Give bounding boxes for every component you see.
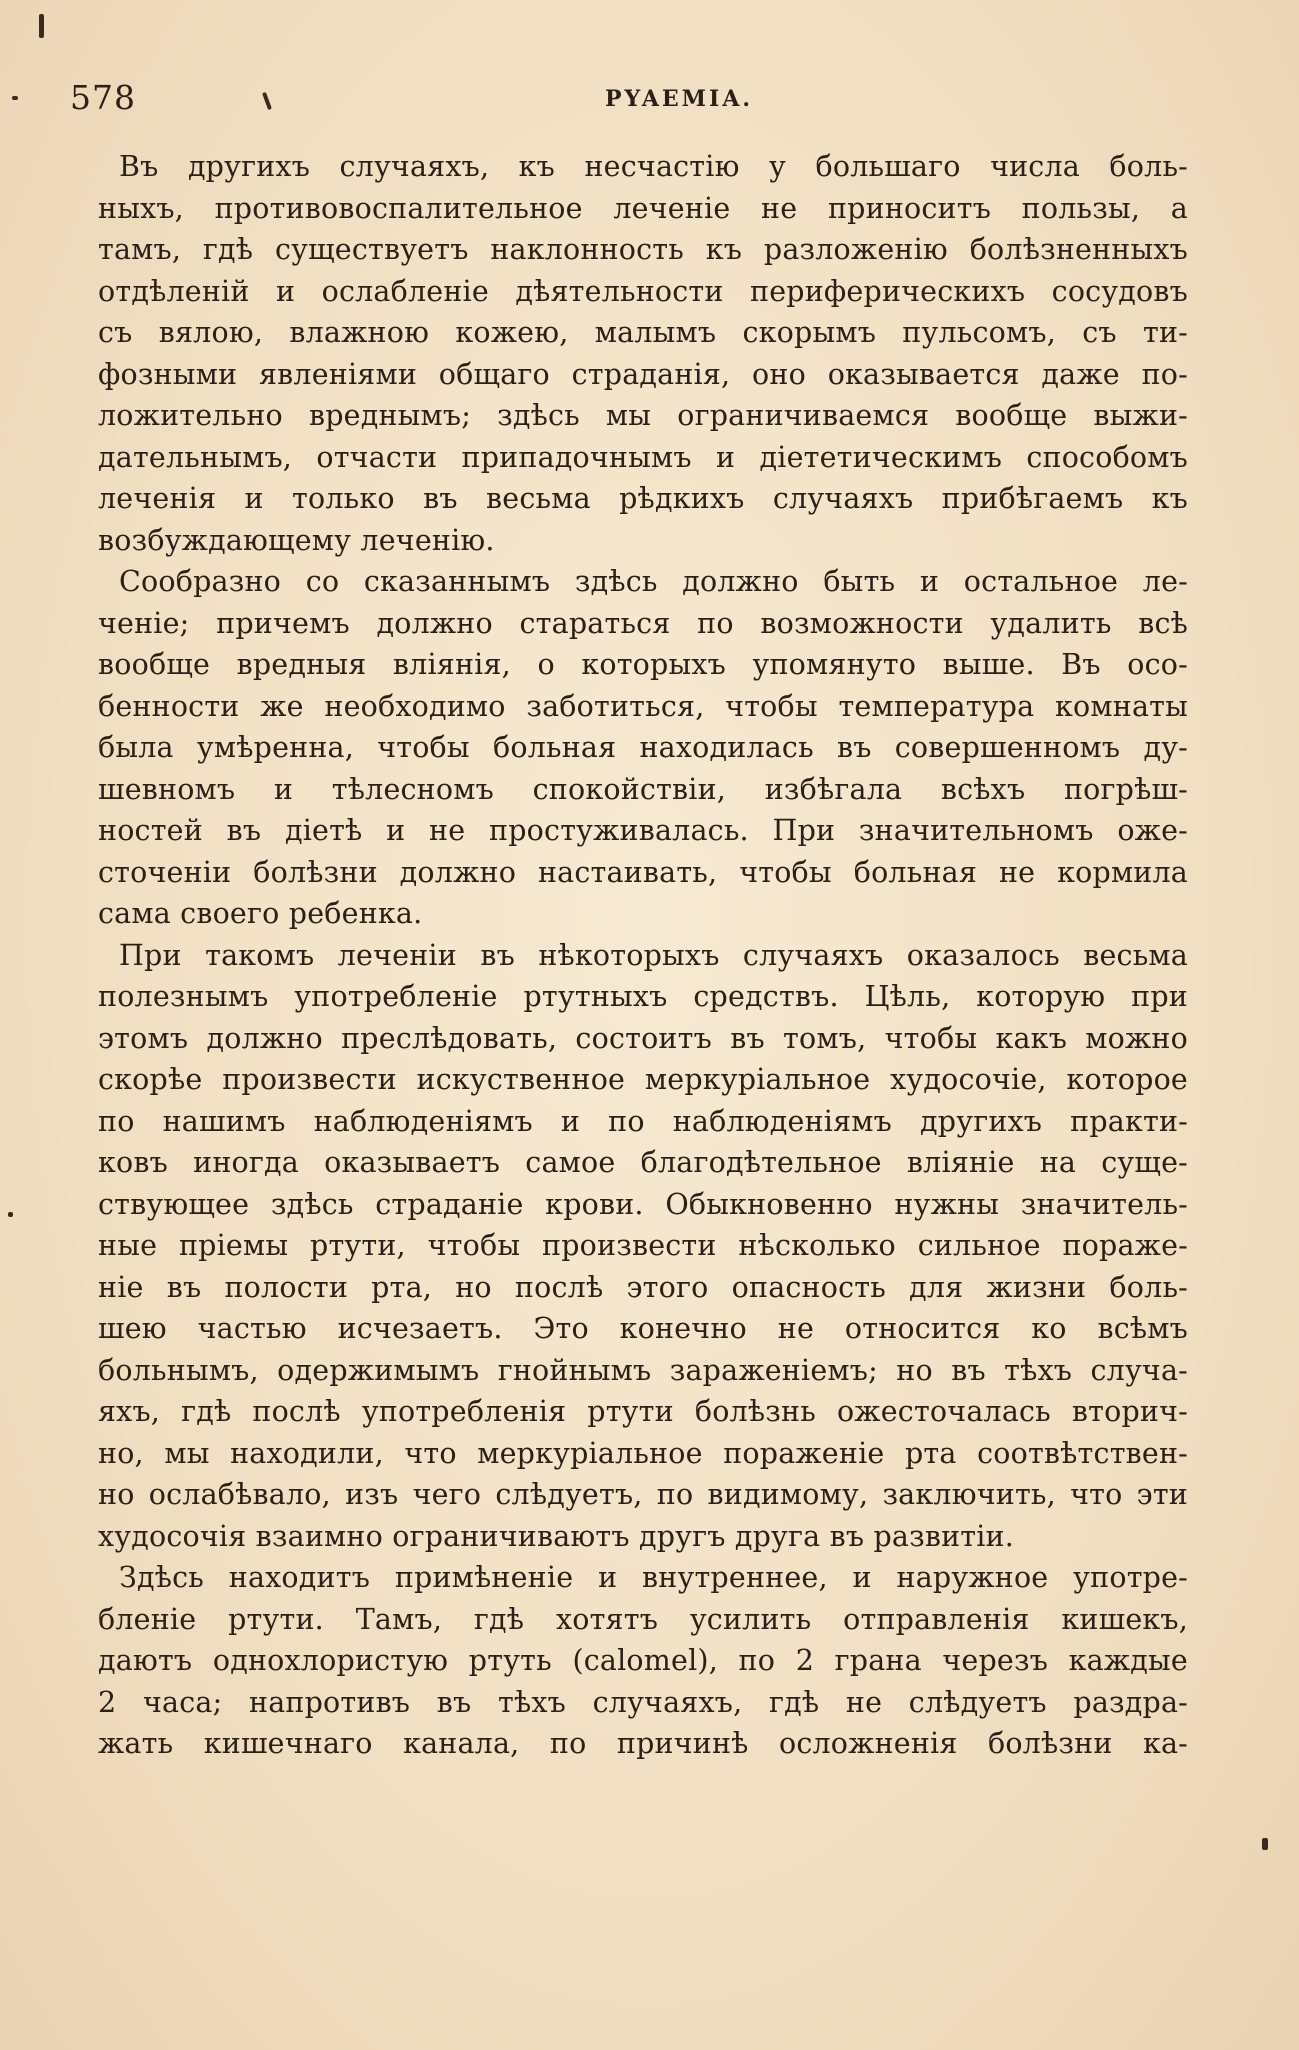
text-line: возбуждающему леченію. xyxy=(98,523,495,557)
text-line: съ вялою, влажною кожею, малымъ скорымъ пульсомъ, съ ти- xyxy=(98,316,1188,349)
text-line: сточеніи болѣзни должно настаивать, чтобы больная не кормила xyxy=(98,855,1188,889)
text-line: Въ другихъ случаяхъ, къ несчастію у большаго числа боль- xyxy=(119,150,1188,183)
text-line: Сообразно со сказаннымъ здѣсь должно быть и остальное ле- xyxy=(119,565,1188,598)
paragraph xyxy=(98,561,1188,935)
text-line: полезнымъ употребленіе ртутныхъ средствъ. Цѣль, которую при xyxy=(98,980,1188,1013)
text-line: яхъ, гдѣ послѣ употребленія ртути болѣзнь ожесточалась вторич- xyxy=(98,1395,1188,1428)
text-line: ныхъ, противовоспалительное леченіе не приноситъ пользы, а xyxy=(98,191,1188,225)
text-line: ложительно вреднымъ; здѣсь мы ограничиваемся вообще выжи- xyxy=(98,399,1188,432)
text-line: этомъ должно преслѣдовать, состоитъ въ томъ, чтобы какъ можно xyxy=(98,1021,1188,1055)
text-line: сама своего ребенка. xyxy=(98,897,423,930)
ink-speck-margin-left xyxy=(12,96,18,100)
text-line: вообще вредныя вліянія, о которыхъ упомянуто выше. Въ осо- xyxy=(98,648,1188,681)
text-line: по нашимъ наблюденіямъ и по наблюденіямъ другихъ практи- xyxy=(98,1104,1188,1138)
text-line: 2 часа; напротивъ въ тѣхъ случаяхъ, гдѣ не слѣдуетъ раздра- xyxy=(98,1685,1188,1719)
text-line: шею частью исчезаетъ. Это конечно не относится ко всѣмъ xyxy=(98,1312,1188,1345)
text-line: худосочія взаимно ограничиваютъ другъ друга въ развитіи. xyxy=(98,1519,1015,1553)
text-line: была умѣренна, чтобы больная находилась въ совершенномъ ду- xyxy=(98,731,1188,764)
text-line: бленіе ртути. Тамъ, гдѣ хотятъ усилить отправленія кишекъ, xyxy=(98,1602,1188,1636)
text-line: шевномъ и тѣлесномъ спокойствіи, избѣгала всѣхъ погрѣш- xyxy=(98,772,1188,806)
text-line: тамъ, гдѣ существуетъ наклонность къ разложенію болѣзненныхъ xyxy=(98,233,1188,266)
paragraph xyxy=(98,146,1188,561)
text-line: При такомъ леченіи въ нѣкоторыхъ случаяхъ оказалось весьма xyxy=(119,938,1188,972)
text-line: дательнымъ, отчасти припадочнымъ и діететическимъ способомъ xyxy=(98,440,1188,474)
text-line: леченія и только въ весьма рѣдкихъ случаяхъ прибѣгаемъ къ xyxy=(98,482,1188,515)
running-head xyxy=(70,78,1180,118)
text-line: Здѣсь находитъ примѣненіе и внутреннее, и наружное употре- xyxy=(119,1561,1188,1594)
ink-speck-right xyxy=(1262,1838,1268,1850)
paragraph xyxy=(98,935,1188,1558)
text-line: больнымъ, одержимымъ гнойнымъ зараженіемъ; но въ тѣхъ случа- xyxy=(98,1353,1188,1387)
text-line: но ослабѣвало, изъ чего слѣдуетъ, по видимому, заключить, что эти xyxy=(98,1478,1188,1511)
text-line: ніе въ полости рта, но послѣ этого опасность для жизни боль- xyxy=(98,1270,1188,1304)
ink-speck-mid-left xyxy=(8,1212,13,1217)
ink-speck-top-left xyxy=(39,14,44,38)
body-text xyxy=(98,146,1188,1765)
text-line: бенности же необходимо заботиться, чтобы температура комнаты xyxy=(98,689,1188,723)
paragraph xyxy=(98,1557,1188,1765)
text-line: даютъ однохлористую ртуть (calomel), по 2 грана черезъ каждые xyxy=(98,1644,1188,1677)
text-line: отдѣленій и ослабленіе дѣятельности периферическихъ сосудовъ xyxy=(98,274,1188,308)
text-line: ствующее здѣсь страданіе крови. Обыкновенно нужны значитель- xyxy=(98,1187,1188,1221)
text-line: фозными явленіями общаго страданія, оно оказывается даже по- xyxy=(98,357,1188,391)
running-title: PYAEMIA. xyxy=(605,86,754,112)
text-line: ные пріемы ртути, чтобы произвести нѣсколько сильное пораже- xyxy=(98,1229,1188,1262)
page-number: 578 xyxy=(70,78,136,117)
text-line: скорѣе произвести искуственное меркуріальное худосочіе, которое xyxy=(98,1063,1188,1096)
text-line: но, мы находили, что меркуріальное пораженіе рта соотвѣтствен- xyxy=(98,1436,1188,1470)
text-line: ностей въ діетѣ и не простуживалась. При значительномъ оже- xyxy=(98,814,1188,847)
text-line: ковъ иногда оказываетъ самое благодѣтельное вліяніе на суще- xyxy=(98,1146,1188,1179)
text-line: ченіе; причемъ должно стараться по возможности удалить всѣ xyxy=(98,606,1188,640)
text-line: жать кишечнаго канала, по причинѣ осложненія болѣзни ка- xyxy=(98,1727,1188,1760)
